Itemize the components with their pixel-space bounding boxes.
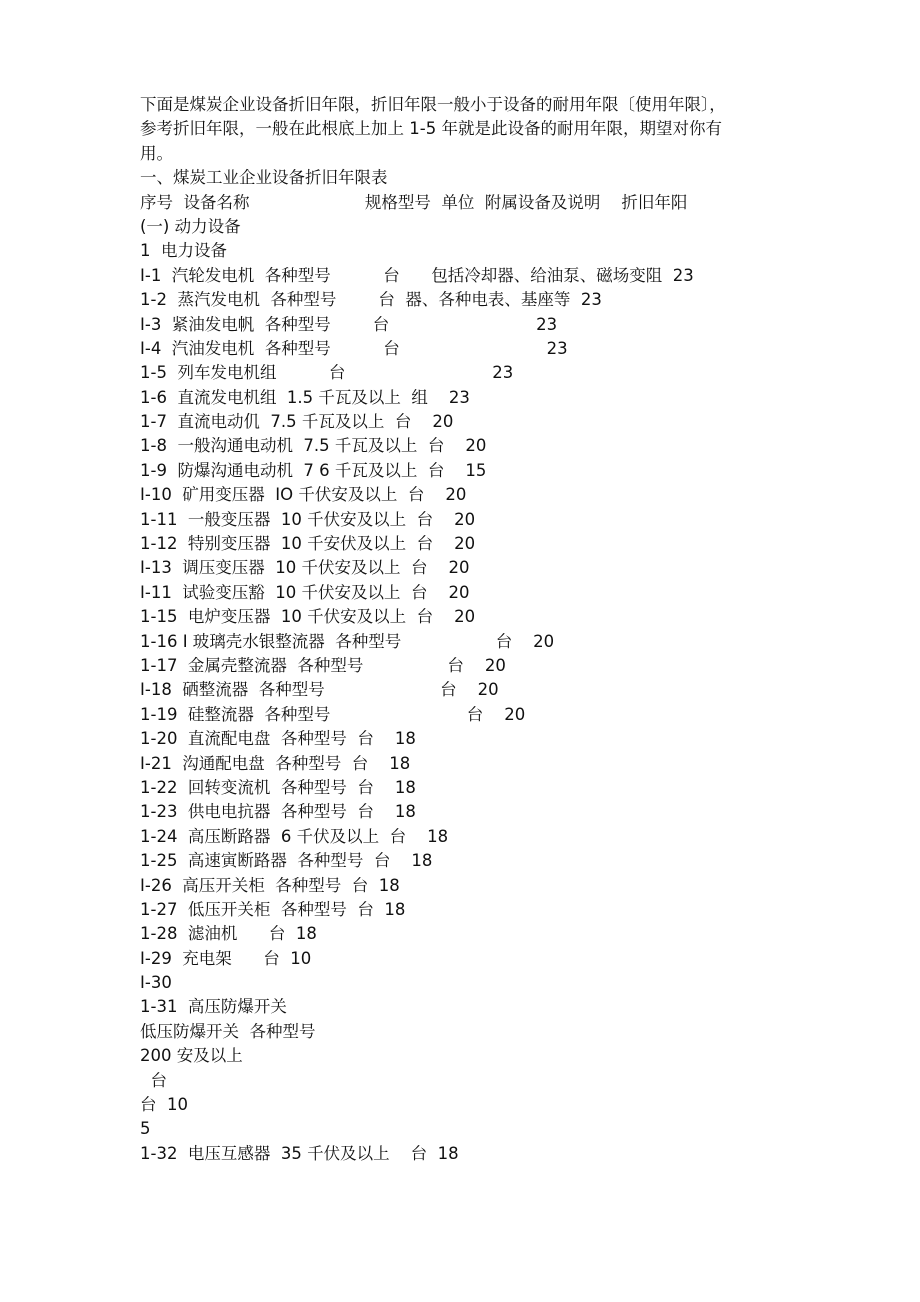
table-row: 1-6 直流发电机组 1.5 千瓦及以上 组 23 <box>140 387 470 407</box>
table-row: 1-9 防爆沟通电动机 7 6 千瓦及以上 台 15 <box>140 460 487 480</box>
table-row: 台 <box>140 1070 167 1090</box>
table-row: 台 10 <box>140 1095 188 1115</box>
table-row: 1-28 滤油机 台 18 <box>140 924 317 944</box>
subsection-heading: 1 电力设备 <box>140 241 227 261</box>
table-row: 1-20 直流配电盘 各种型号 台 18 <box>140 729 416 749</box>
table-row: I-18 硒整流器 各种型号 台 20 <box>140 680 499 700</box>
section-heading: (一) 动力设备 <box>140 216 241 236</box>
table-row: 1-17 金属壳整流器 各种型号 台 20 <box>140 655 506 675</box>
table-row: I-29 充电架 台 10 <box>140 948 312 968</box>
table-row: 1-32 电压互感器 35 千伏及以上 台 18 <box>140 1143 459 1163</box>
table-row: 1-8 一般沟通电动机 7.5 千瓦及以上 台 20 <box>140 436 487 456</box>
table-row: 1-27 低压开关柜 各种型号 台 18 <box>140 899 406 919</box>
table-row: 低压防爆开关 各种型号 <box>140 1021 316 1041</box>
table-row: 1-5 列车发电机组 台 23 <box>140 363 514 383</box>
table-row: 1-31 高压防爆开关 <box>140 997 287 1017</box>
table-row: 1-23 供电电抗器 各种型号 台 18 <box>140 802 416 822</box>
table-row: 1-24 高压断路器 6 千伏及以上 台 18 <box>140 826 449 846</box>
table-row: 1-2 蒸汽发电机 各种型号 台 器、各种电表、基座等 23 <box>140 290 602 310</box>
table-row: 1-11 一般变压器 10 千伏安及以上 台 20 <box>140 509 476 529</box>
table-row: 5 <box>140 1119 151 1139</box>
table-row: I-26 高压开关柜 各种型号 台 18 <box>140 875 400 895</box>
intro-line: 下面是煤炭企业设备折旧年限，折旧年限一般小于设备的耐用年限〔使用年限〕， <box>140 95 726 114</box>
table-row: 1-12 特别变压器 10 千安伏及以上 台 20 <box>140 534 476 554</box>
table-rows <box>140 264 800 1166</box>
intro-line: 参考折旧年限，一般在此根底上加上 1-5 年就是此设备的耐用年限，期望对你有 <box>140 119 722 139</box>
table-row: I-11 试验变压豁 10 千伏安及以上 台 20 <box>140 582 470 602</box>
table-row: 1-7 直流电动仉 7.5 千瓦及以上 台 20 <box>140 412 454 432</box>
table-title: 一、煤炭工业企业设备折旧年限表 <box>140 168 388 188</box>
table-row: I-1 汽轮发电机 各种型号 台 包括冷却器、给油泵、磁场变阻 23 <box>140 265 694 285</box>
table-row: 200 安及以上 <box>140 1046 243 1066</box>
intro-line: 用。 <box>140 143 173 163</box>
table-header: 序号 设备名称 规格型号 单位 附属设备及说明 折旧年阳 <box>140 192 688 212</box>
table-row: 1-16 I 玻璃壳水银整流器 各种型号 台 20 <box>140 631 555 651</box>
table-row: 1-25 高速寅断路器 各种型号 台 18 <box>140 851 433 871</box>
table-row: I-21 沟通配电盘 各种型号 台 18 <box>140 753 411 773</box>
document-body <box>140 93 800 1166</box>
table-row: I-3 紧油发电帆 各种型号 台 23 <box>140 314 558 334</box>
table-row: 1-19 硅整流器 各种型号 台 20 <box>140 704 526 724</box>
table-row: I-4 汽油发电机 各种型号 台 23 <box>140 338 568 358</box>
table-row: 1-15 电炉变压器 10 千伏安及以上 台 20 <box>140 607 476 627</box>
table-row: I-13 调压变压器 10 千伏安及以上 台 20 <box>140 558 470 578</box>
table-row: 1-22 回转变流机 各种型号 台 18 <box>140 777 416 797</box>
table-row: I-10 矿用变压器 IO 千伏安及以上 台 20 <box>140 485 467 505</box>
table-row: I-30 <box>140 973 172 993</box>
